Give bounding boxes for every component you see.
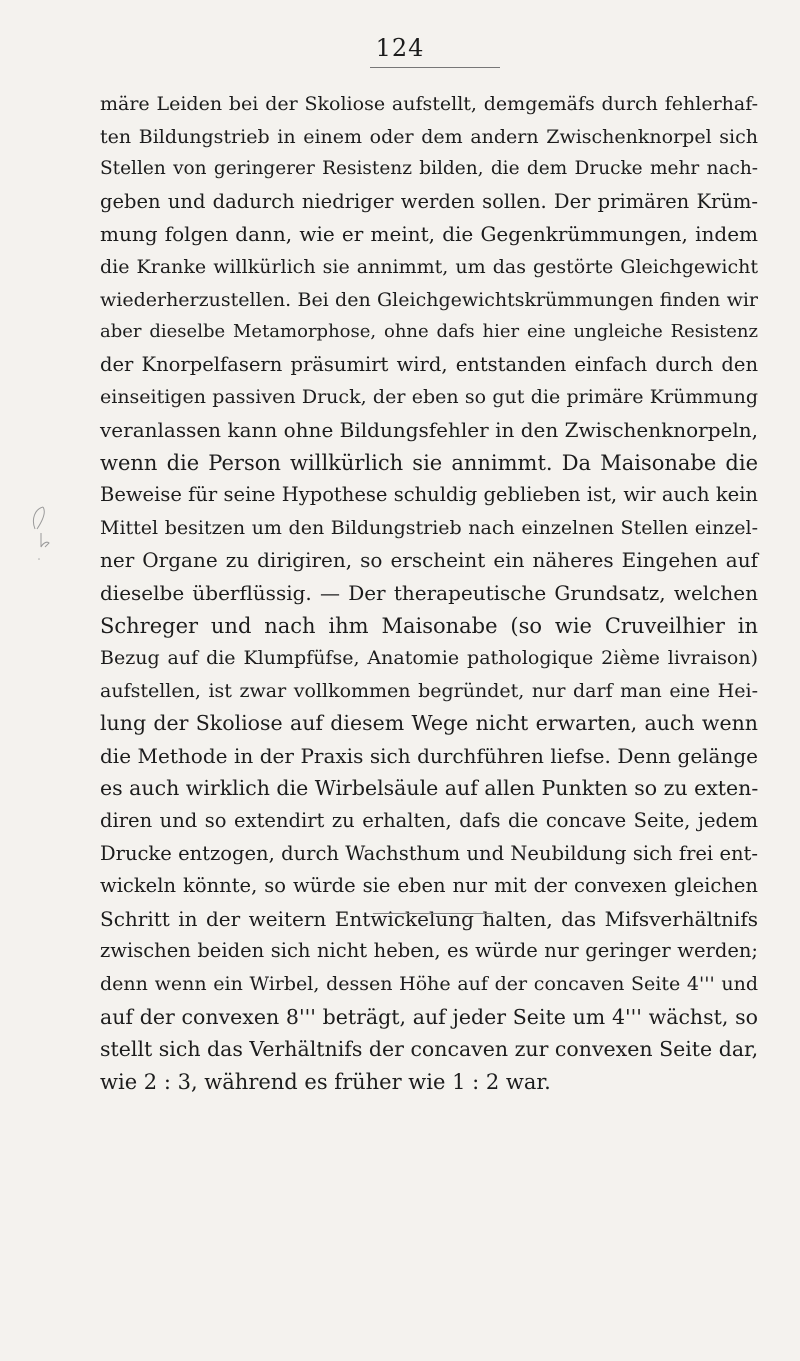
text-line: mung folgen dann, wie er meint, die Gegenkrümmungen, indem [100,222,758,247]
text-line: aufstellen, ist zwar vollkommen begründet, nur darf man eine Hei- [100,679,758,702]
text-line: diren und so extendirt zu erhalten, dafs die concave Seite, jedem [100,809,758,833]
text-line: Schritt in der weitern Entwickelung halten, das Mifsverhältnifs [100,906,758,931]
text-line: veranlassen kann ohne Bildungsfehler in den Zwischenknorpeln, [100,417,758,442]
text-line: auf der convexen 8''' beträgt, auf jeder Seite um 4''' wächst, so [100,1004,758,1029]
text-line: es auch wirklich die Wirbelsäule auf allen Punkten so zu exten- [100,776,759,801]
text-line: wenn die Person willkürlich sie annimmt. Da Maisonabe die [100,450,758,475]
text-line: Stellen von geringerer Resistenz bilden, die dem Drucke mehr nach- [100,158,758,180]
text-line: wie 2 : 3, während es früher wie 1 : 2 war. [100,1069,551,1094]
text-line: die Methode in der Praxis sich durchführen liefse. Denn gelänge [100,743,758,768]
text-line: denn wenn ein Wirbel, dessen Höhe auf der concaven Seite 4''' und [100,973,758,996]
text-line: Beweise für seine Hypothese schuldig geblieben ist, wir auch kein [100,483,758,507]
body-text [100,88,758,1098]
text-line: wickeln könnte, so würde sie eben nur mit der convexen gleichen [100,874,758,898]
text-line: die Kranke willkürlich sie annimmt, um das gestörte Gleichgewicht [100,255,758,278]
text-line: einseitigen passiven Druck, der eben so gut die primäre Krümmung [100,386,758,409]
text-line: Bezug auf die Klumpfüfse, Anatomie pathologique 2ième livraison) [100,647,758,670]
header-rule [370,67,500,68]
page-number: 124 [375,34,425,62]
text-line: märe Leiden bei der Skoliose aufstellt, demgemäfs durch fehlerhaf- [100,93,758,115]
text-line: Drucke entzogen, durch Wachsthum und Neubildung sich frei ent- [100,841,758,865]
text-line: lung der Skoliose auf diesem Wege nicht erwarten, auch wenn [100,711,758,736]
text-line: Mittel besitzen um den Bildungstrieb nach einzelnen Stellen einzel- [100,516,758,539]
footer-rule [373,913,493,914]
text-line: stellt sich das Verhältnifs der concaven zur convexen Seite dar, [100,1037,759,1062]
text-line: aber dieselbe Metamorphose, ohne dafs hier eine ungleiche Resistenz [100,321,758,343]
text-line: dieselbe überflüssig. — Der therapeutische Grundsatz, welchen [100,580,758,605]
text-line: ner Organe zu dirigiren, so erscheint ein näheres Eingehen auf [100,548,758,573]
text-line: geben und dadurch niedriger werden sollen. Der primären Krüm- [100,189,758,213]
text-line: ten Bildungstrieb in einem oder dem andern Zwischenknorpel sich [100,125,758,148]
margin-pencil-mark [27,503,67,563]
text-line: der Knorpelfasern präsumirt wird, entstanden einfach durch den [100,352,758,376]
text-line: wiederherzustellen. Bei den Gleichgewichtskrümmungen finden wir [100,288,758,311]
text-line: zwischen beiden sich nicht heben, es würde nur geringer werden; [100,939,758,963]
text-line: Schreger und nach ihm Maisonabe (so wie Cruveilhier in [100,613,758,638]
